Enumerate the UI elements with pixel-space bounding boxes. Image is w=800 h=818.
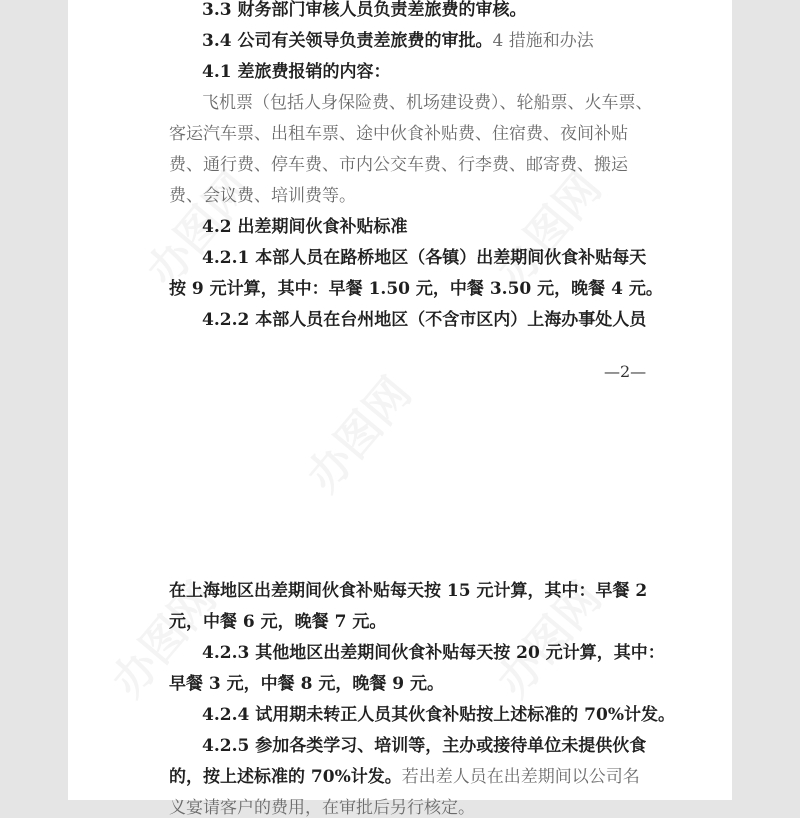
para-4-2-5-line-2-tail: 若出差人员在出差期间以公司名	[401, 767, 640, 787]
para-3-4	[202, 31, 594, 51]
para-4-2-2-line-1: 4.2.2 本部人员在台州地区（不含市区内）上海办事处人员	[202, 310, 647, 330]
para-4-2-5-line-1: 4.2.5 参加各类学习、培训等，主办或接待单位未提供伙食	[202, 736, 647, 756]
para-4-2-5-line-3: 义宴请客户的费用，在审批后另行核定。	[169, 798, 475, 818]
para-4-2-3-line-1: 4.2.3 其他地区出差期间伙食补贴每天按 20 元计算，其中：	[202, 643, 665, 663]
para-4-1-line-4: 费、会议费、培训费等。	[169, 186, 356, 206]
para-4-1-line-2: 客运汽车票、出租车票、途中伙食补贴费、住宿费、夜间补贴	[169, 124, 628, 144]
para-4-2-5-line-2-text: 的，按上述标准的 70%计发。	[169, 767, 402, 787]
para-3-4-text: 3.4 公司有关领导负责差旅费的审批。	[202, 31, 493, 51]
para-4-2-3-line-2: 早餐 3 元，中餐 8 元，晚餐 9 元。	[169, 674, 444, 694]
para-4-1-line-3: 费、通行费、停车费、市内公交车费、行李费、邮寄费、搬运	[169, 155, 628, 175]
page-number: —2—	[604, 362, 647, 381]
heading-4-1: 4.1 差旅费报销的内容：	[202, 62, 391, 82]
para-4-2-1-line-1: 4.2.1 本部人员在路桥地区（各镇）出差期间伙食补贴每天	[202, 248, 647, 268]
para-4-1-line-1: 飞机票（包括人身保险费、机场建设费）、轮船票、火车票、	[202, 93, 653, 113]
para-4-2-5-line-2	[169, 767, 640, 787]
heading-4-inline: 4 措施和办法	[492, 31, 594, 51]
para-4-2-2-line-3: 元，中餐 6 元，晚餐 7 元。	[169, 612, 387, 632]
para-4-2-4: 4.2.4 试用期未转正人员其伙食补贴按上述标准的 70%计发。	[202, 705, 675, 725]
para-3-3: 3.3 财务部门审核人员负责差旅费的审核。	[202, 0, 527, 20]
heading-4-2: 4.2 出差期间伙食补贴标准	[202, 217, 408, 237]
para-4-2-1-line-2: 按 9 元计算，其中：早餐 1.50 元，中餐 3.50 元，晚餐 4 元。	[169, 279, 663, 299]
document-page	[68, 0, 732, 818]
para-4-2-2-line-2: 在上海地区出差期间伙食补贴每天按 15 元计算，其中：早餐 2	[169, 581, 648, 601]
